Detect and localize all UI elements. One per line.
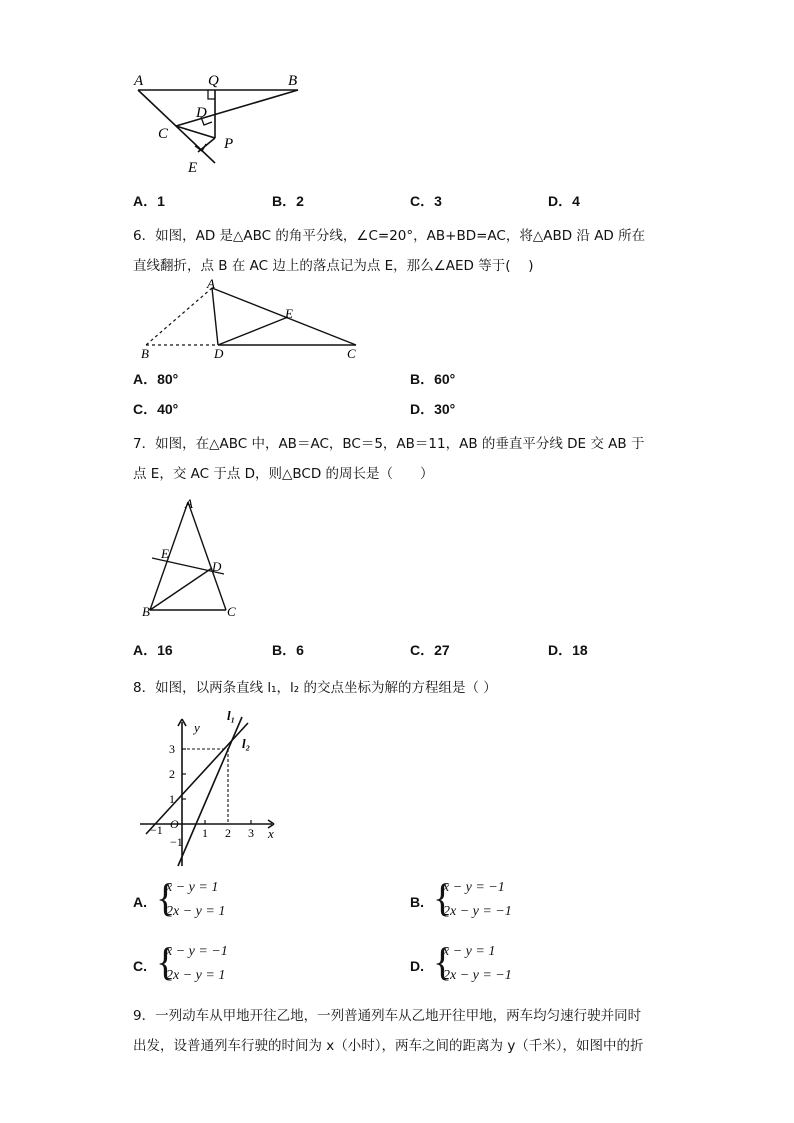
q8-option-d-eq2: 2x − y = −1 (443, 968, 512, 983)
q8-label-x: x (268, 826, 274, 841)
q5-label-E: E (188, 160, 198, 176)
q6-label-A: A (207, 278, 215, 291)
q6-option-a[interactable]: A．80° (133, 371, 179, 387)
q7-label-E: E (161, 546, 169, 561)
q8-option-b-label[interactable]: B. (410, 894, 424, 910)
q7-label-A: A (185, 496, 193, 511)
q5-label-C: C (158, 126, 169, 142)
q6-label-C: C (347, 346, 356, 361)
q7-option-a[interactable]: A．16 (133, 642, 173, 658)
q6-option-c[interactable]: C．40° (133, 401, 179, 417)
q6-option-b[interactable]: B．60° (410, 371, 456, 387)
q8-tick-y1: 1 (169, 792, 175, 806)
q8-option-a-eq2: 2x − y = 1 (166, 904, 226, 919)
q8-option-a-label[interactable]: A. (133, 894, 147, 910)
q7-option-d[interactable]: D．18 (548, 642, 588, 658)
q8-tick-y3: 3 (169, 742, 175, 756)
q5-label-A: A (134, 73, 144, 89)
q6-label-E: E (285, 306, 293, 321)
q8-tick-y-neg1: −1 (170, 835, 183, 849)
q7-figure (136, 492, 246, 624)
q7-option-b[interactable]: B．6 (272, 642, 304, 658)
q8-option-c-label[interactable]: C. (133, 958, 147, 974)
q5-figure (128, 68, 318, 180)
q8-tick-x-neg1: −1 (150, 823, 163, 837)
q5-option-c[interactable]: C．3 (410, 193, 442, 209)
q7-label-D: D (212, 559, 222, 574)
q8-label-y: y (194, 720, 200, 735)
q8-stem-line1: 8．如图，以两条直线 l₁，l₂ 的交点坐标为解的方程组是（ ） (133, 680, 497, 696)
q6-label-B: B (141, 346, 149, 361)
q6-label-D: D (214, 346, 224, 361)
q8-option-d-eq1: x − y = 1 (443, 944, 496, 959)
q5-label-D: D (196, 105, 207, 121)
q5-option-d[interactable]: D．4 (548, 193, 580, 209)
q8-option-c-eq1: x − y = −1 (166, 944, 228, 959)
q7-label-B: B (142, 604, 150, 619)
q7-label-C: C (227, 604, 236, 619)
q8-graph (136, 706, 286, 870)
q6-option-d[interactable]: D．30° (410, 401, 456, 417)
q5-label-P: P (224, 136, 234, 152)
q8-label-origin: O (170, 817, 179, 831)
q8-option-c-eq2: 2x − y = 1 (166, 968, 226, 983)
q8-tick-x3: 3 (248, 826, 254, 840)
q5-option-a[interactable]: A．1 (133, 193, 165, 209)
q7-stem-line1: 7．如图，在△ABC 中，AB＝AC，BC＝5，AB＝11，AB 的垂直平分线 DE 交 AB 于 (133, 436, 645, 452)
q6-stem-line1: 6．如图，AD 是△ABC 的角平分线，∠C=20°，AB+BD=AC，将△ABD 沿 AD 所在 (133, 228, 646, 244)
q9-stem-line1: 9．一列动车从甲地开往乙地，一列普通列车从乙地开往甲地，两车均匀速行驶并同时 (133, 1008, 642, 1024)
q5-label-B: B (288, 73, 298, 89)
q8-label-l1: l₁ (227, 708, 236, 723)
q7-stem-line2: 点 E，交 AC 于点 D，则△BCD 的周长是（ ） (133, 466, 434, 482)
q8-option-b-eq2: 2x − y = −1 (443, 904, 512, 919)
q5-label-Q: Q (208, 73, 219, 89)
q8-tick-x2: 2 (225, 826, 231, 840)
q8-tick-x1: 1 (202, 826, 208, 840)
q6-stem-line2: 直线翻折，点 B 在 AC 边上的落点记为点 E，那么∠AED 等于( ) (133, 258, 534, 274)
q8-option-d-label[interactable]: D. (410, 958, 424, 974)
q6-figure (136, 278, 366, 362)
q8-label-l2: l₂ (242, 736, 251, 751)
q8-option-a-eq1: x − y = 1 (166, 880, 219, 895)
q5-option-b[interactable]: B．2 (272, 193, 304, 209)
q9-stem-line2: 出发，设普通列车行驶的时间为 x（小时），两车之间的距离为 y（千米），如图中的折 (133, 1038, 644, 1054)
q8-option-b-eq1: x − y = −1 (443, 880, 505, 895)
q8-tick-y2: 2 (169, 767, 175, 781)
q7-option-c[interactable]: C．27 (410, 642, 450, 658)
